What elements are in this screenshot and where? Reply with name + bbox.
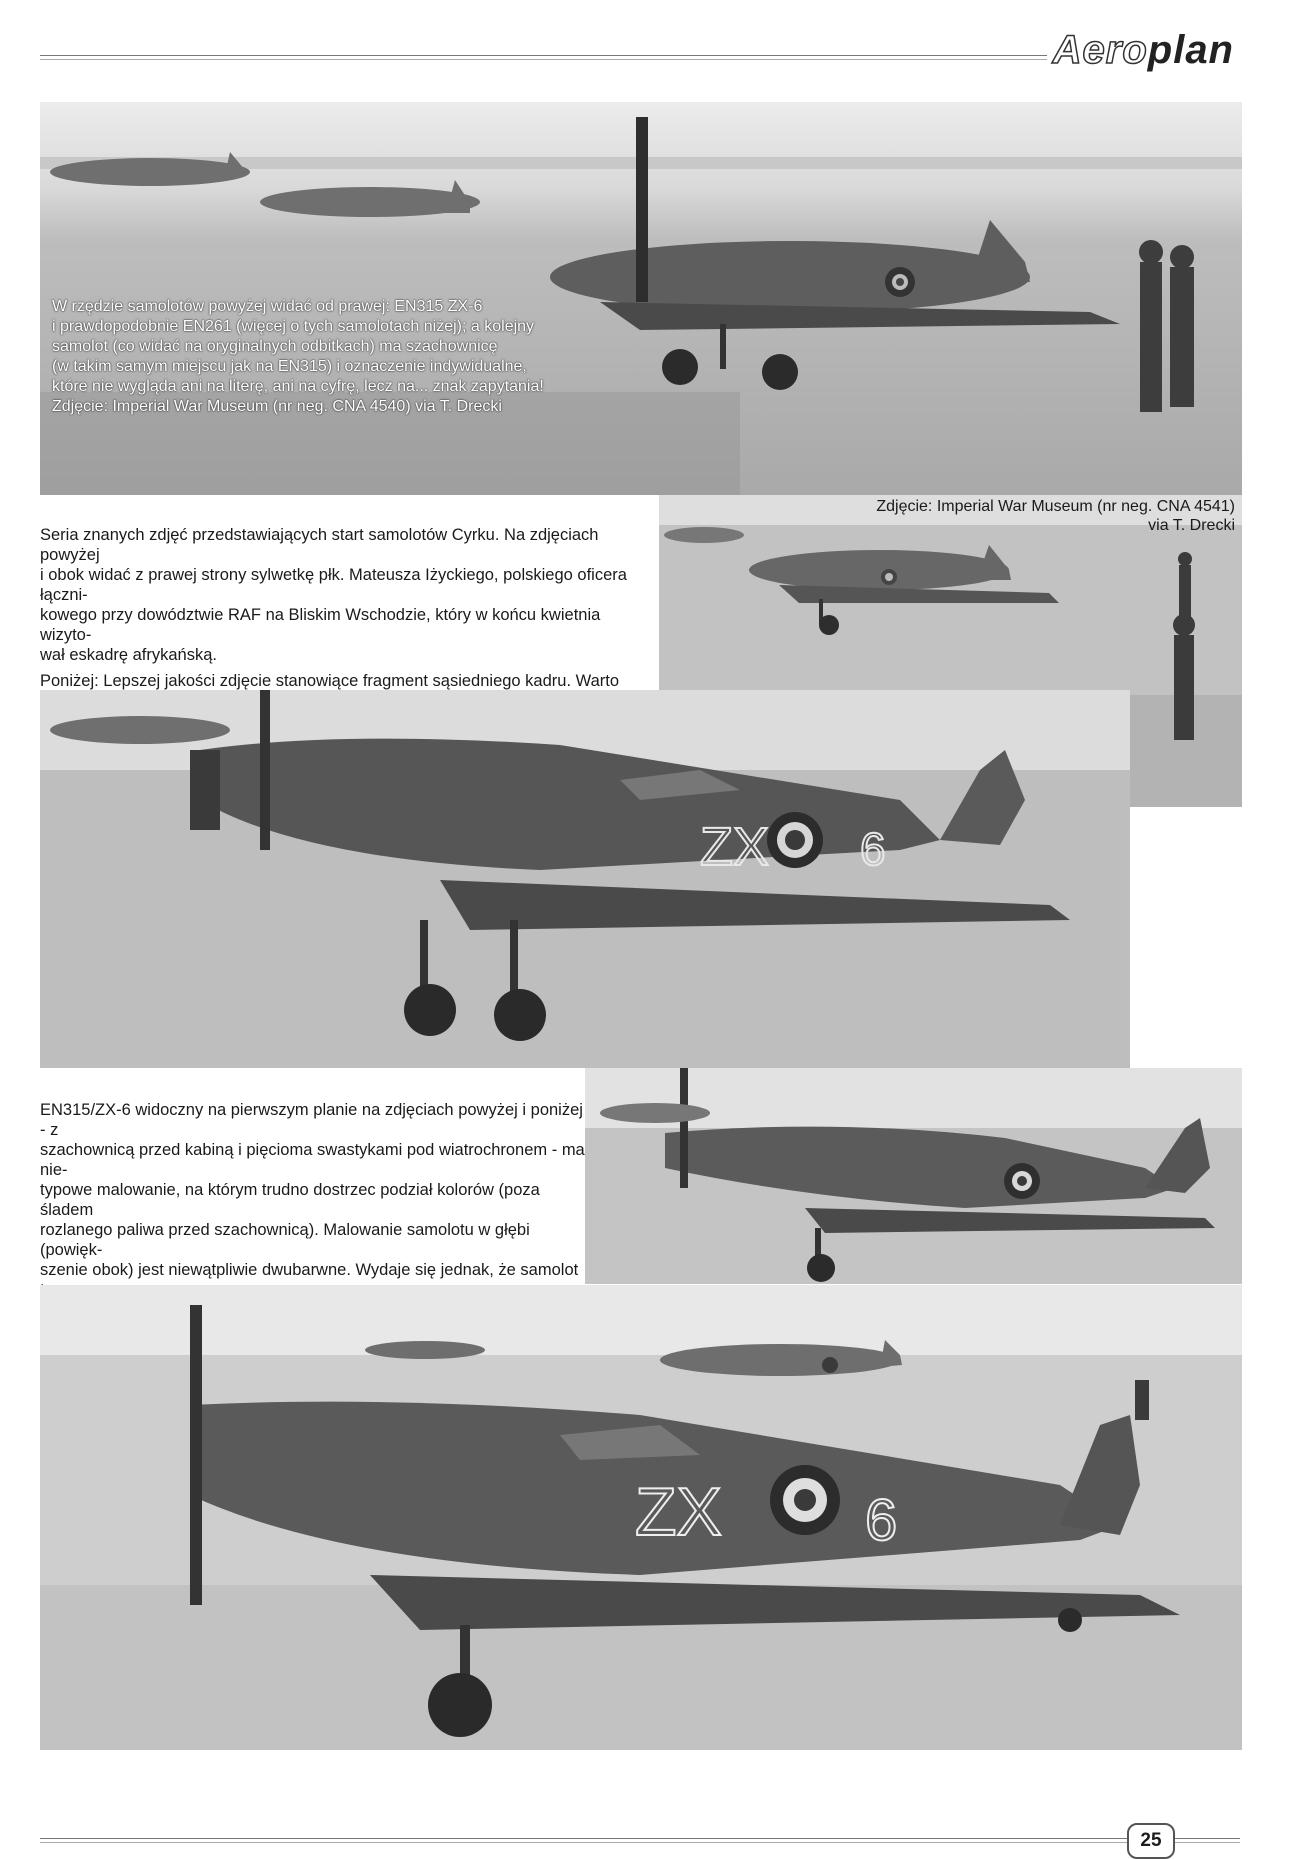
page-number: 25 [1127,1823,1175,1859]
paragraph-line: i obok widać z prawej strony sylwetkę płk. Mateusza Iżyckiego, polskiego oficera łączni- [40,566,627,604]
paragraph-line: szenie obok) jest niewątpliwie dwubarwne. Wydaje się jednak, że samolot [40,1261,579,1279]
paragraph-line: EN315/ZX-6 widoczny na pierwszym planie na zdjęciach powyżej i poniżej - z [40,1101,583,1139]
aeroplan-logo [1047,28,1240,73]
footer-rule-thin [40,1842,1240,1843]
photo2-credit-line2: via T. Drecki [1148,517,1235,534]
photo1-caption-line: które nie wygląda ani na literę, ani na cyfrę, lecz na... znak zapytania! [52,378,544,395]
paragraph-line: rozlanego paliwa przed szachownicą). Malowanie samolotu w głębi (powięk- [40,1221,530,1259]
photo1-caption-line: samolot (co widać na oryginalnych odbitkach) ma szachownicę [52,338,498,355]
paragraph-line: kowego przy dowództwie RAF na Bliskim Wschodzie, który w końcu kwietnia wizyto- [40,606,601,644]
photo1-caption-line: Zdjęcie: Imperial War Museum (nr neg. CNA 4540) via T. Drecki [52,398,502,415]
paragraph-line: wał eskadrę afrykańską. [40,646,217,664]
photo1-caption-line: W rzędzie samolotów powyżej widać od prawej: EN315 ZX-6 [52,298,483,315]
logo-bold-text: plan [1147,28,1234,72]
photo1-caption-line: (w takim samym miejscu jak na EN315) i oznaczenie indywidualne, [52,358,527,375]
photo2-credit [800,497,1235,535]
photo2-credit-line1: Zdjęcie: Imperial War Museum (nr neg. CNA 4541) [876,498,1235,515]
code-letters-zx: ZX [635,1474,722,1550]
paragraph-line: Poniżej: Lepszej jakości zdjęcie stanowiące fragment sąsiedniego kadru. Warto [40,672,620,690]
paragraph-line: Seria znanych zdjęć przedstawiających start samolotów Cyrku. Na zdjęciach powyżej [40,526,599,564]
photo1-caption [52,297,572,417]
individual-letter-6: 6 [865,1488,898,1553]
photo-second-aircraft [585,1068,1242,1284]
photo-en315-closeup [40,690,1130,1068]
paragraph-line: szachownicą przed kabiną i pięcioma swastykami pod wiatrochronem - ma nie- [40,1141,585,1179]
photo1-caption-line: i prawdopodobnie EN261 (więcej o tych samolotach niżej); a kolejny [52,318,535,335]
paragraph-line: typowe malowanie, na którym trudno dostrzec podział kolorów (poza śladem [40,1181,540,1219]
photo-en315-bottom [40,1285,1242,1750]
logo-light-text: Aero [1052,28,1148,72]
footer-rule [40,1838,1240,1839]
code-letters-zx: ZX [700,817,770,877]
photo-spitfires-row-cna4540 [40,102,1242,495]
paragraph-intro [40,525,652,665]
individual-letter-6: 6 [860,823,886,875]
